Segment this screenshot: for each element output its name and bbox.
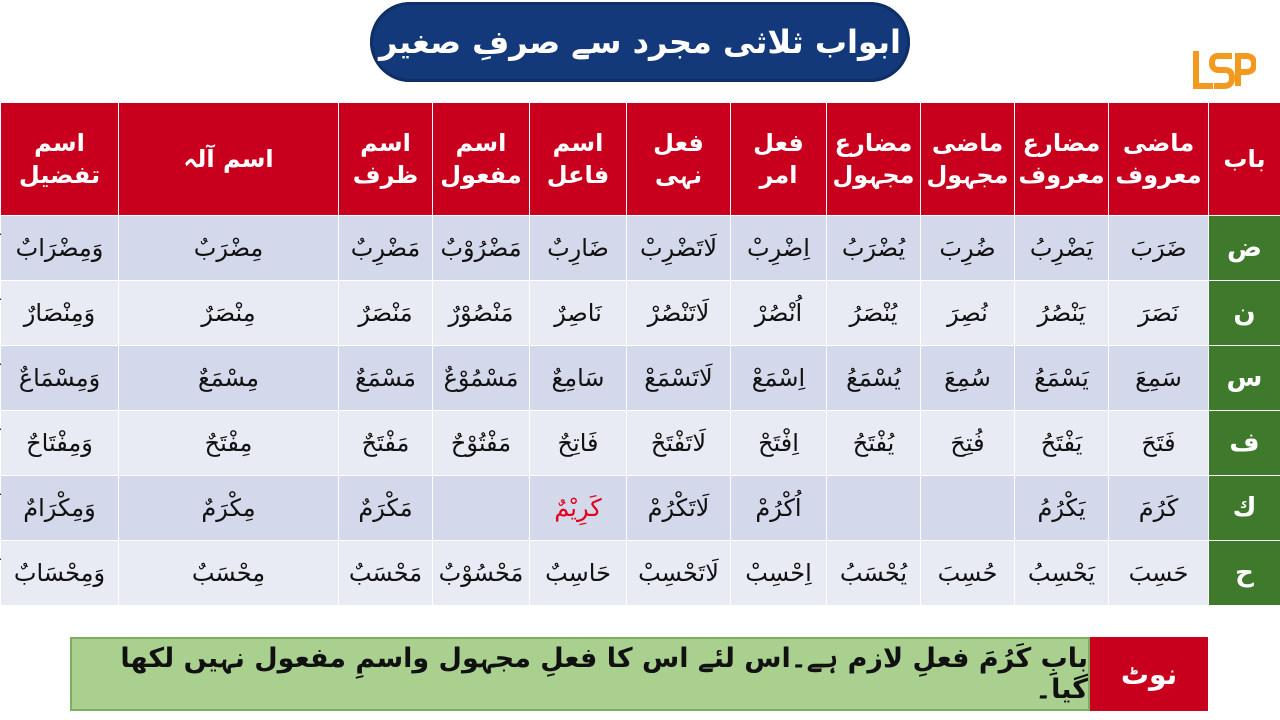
table-cell: يَضْرِبُ	[1015, 216, 1109, 281]
table-row	[1, 476, 1280, 541]
highlighted-cell: كَرِيْمٌ	[530, 476, 627, 541]
table-cell: وَمِفْتَاحٌ	[1, 411, 119, 476]
table-cell: مَحْسَبٌ	[339, 541, 433, 606]
table-cell: لَاتَسْمَعْ	[627, 346, 731, 411]
bab-cell: ن	[1209, 281, 1280, 346]
table-cell: مَفْتُوْحٌ	[433, 411, 530, 476]
table-cell: حَسِبَ	[1109, 541, 1209, 606]
header-madi-maroof: ماضی معروف	[1109, 103, 1209, 216]
bab-cell: ك	[1209, 476, 1280, 541]
table-cell: مَسْمَعٌ	[339, 346, 433, 411]
header-mudari-maroof: مضارع معروف	[1015, 103, 1109, 216]
table-cell: حَاسِبٌ	[530, 541, 627, 606]
table-cell: مَحْسُوْبٌ	[433, 541, 530, 606]
table-cell: يَفْتَحُ	[1015, 411, 1109, 476]
table-cell: اِحْسِبْ	[731, 541, 827, 606]
bab-cell: س	[1209, 346, 1280, 411]
table-cell: ضُرِبَ	[921, 216, 1015, 281]
table-cell: يُحْسَبُ	[827, 541, 921, 606]
bab-cell: ح	[1209, 541, 1280, 606]
table-cell: مِسْمَعٌ	[119, 346, 339, 411]
table-cell: نَصَرَ	[1109, 281, 1209, 346]
table-cell: يُضْرَبُ	[827, 216, 921, 281]
note-text: بابِ کَرُمَ فعلِ لازم ہے۔اس لئے اس کا فعلِ مجہول واسمِ مفعول نہیں لکھا گیا۔	[70, 637, 1090, 711]
table-cell: اُنْصُرْ	[731, 281, 827, 346]
header-mudari-majhool: مضارع مجہول	[827, 103, 921, 216]
table-row	[1, 346, 1280, 411]
table-cell: مِحْسَبٌ	[119, 541, 339, 606]
table-row	[1, 541, 1280, 606]
table-cell: يُفْتَحُ	[827, 411, 921, 476]
table-cell	[827, 476, 921, 541]
table-cell: مَنْصُوْرٌ	[433, 281, 530, 346]
sarf-table	[0, 102, 1280, 606]
table-cell	[921, 476, 1015, 541]
table-cell: وَمِكْرَامٌ	[1, 476, 119, 541]
table-cell: يُنْصَرُ	[827, 281, 921, 346]
header-ism-fail: اسم فاعل	[530, 103, 627, 216]
table-cell: ضَرَبَ	[1109, 216, 1209, 281]
table-cell: مِضْرَبٌ	[119, 216, 339, 281]
table-cell: مِنْصَرٌ	[119, 281, 339, 346]
table-cell: نَاصِرٌ	[530, 281, 627, 346]
table-cell: وَمِنْصَارٌ	[1, 281, 119, 346]
table-cell: اِسْمَعْ	[731, 346, 827, 411]
note-box	[70, 637, 1208, 711]
table-cell: مَسْمُوْعٌ	[433, 346, 530, 411]
header-bab: باب	[1209, 103, 1280, 216]
lsp-logo-icon	[1192, 48, 1256, 92]
table-cell: يُسْمَعُ	[827, 346, 921, 411]
table-cell: فُتِحَ	[921, 411, 1015, 476]
table-cell: يَنْصُرُ	[1015, 281, 1109, 346]
header-madi-majhool: ماضی مجہول	[921, 103, 1015, 216]
table-cell: مَفْتَحٌ	[339, 411, 433, 476]
table-cell: نُصِرَ	[921, 281, 1015, 346]
table-cell: لَاتَفْتَحْ	[627, 411, 731, 476]
table-cell: وَمِضْرَابٌ	[1, 216, 119, 281]
header-ism-aala: اسم آلہ	[119, 103, 339, 216]
table-cell: اُكْرُمْ	[731, 476, 827, 541]
table-cell: لَاتَنْصُرْ	[627, 281, 731, 346]
table-cell: مَنْصَرٌ	[339, 281, 433, 346]
table-cell: سُمِعَ	[921, 346, 1015, 411]
bab-cell: ض	[1209, 216, 1280, 281]
table-cell: سَمِعَ	[1109, 346, 1209, 411]
table-cell: مَكْرَمٌ	[339, 476, 433, 541]
header-ism-maful: اسم مفعول	[433, 103, 530, 216]
header-nahi: فعل نہی	[627, 103, 731, 216]
table-cell	[433, 476, 530, 541]
table-row	[1, 411, 1280, 476]
table-cell: لَاتَحْسِبْ	[627, 541, 731, 606]
table-cell: لَاتَكْرُمْ	[627, 476, 731, 541]
page-title: ابواب ثلاثی مجرد سے صرفِ صغیر	[370, 2, 910, 82]
table-cell: يَحْسِبُ	[1015, 541, 1109, 606]
table-cell: مَضْرُوْبٌ	[433, 216, 530, 281]
table-cell: وَمِحْسَابٌ	[1, 541, 119, 606]
table-cell: فَاتِحٌ	[530, 411, 627, 476]
table-cell: فَتَحَ	[1109, 411, 1209, 476]
table-cell: سَامِعٌ	[530, 346, 627, 411]
table-cell: يَكْرُمُ	[1015, 476, 1109, 541]
header-row	[1, 103, 1280, 216]
table-cell: لَاتَضْرِبْ	[627, 216, 731, 281]
table-cell: ضَارِبٌ	[530, 216, 627, 281]
table-cell: مَضْرِبٌ	[339, 216, 433, 281]
table-cell: كَرُمَ	[1109, 476, 1209, 541]
note-label: نوٹ	[1090, 637, 1208, 711]
header-ism-zarf: اسم ظرف	[339, 103, 433, 216]
table-cell: حُسِبَ	[921, 541, 1015, 606]
header-ism-tafdeel: اسم تفضیل	[1, 103, 119, 216]
table-cell: مِكْرَمٌ	[119, 476, 339, 541]
bab-cell: ف	[1209, 411, 1280, 476]
table-cell: مِفْتَحٌ	[119, 411, 339, 476]
table-cell: اِفْتَحْ	[731, 411, 827, 476]
table-row	[1, 216, 1280, 281]
header-amr: فعل امر	[731, 103, 827, 216]
table-cell: اِضْرِبْ	[731, 216, 827, 281]
table-row	[1, 281, 1280, 346]
table-cell: وَمِسْمَاعٌ	[1, 346, 119, 411]
table-cell: يَسْمَعُ	[1015, 346, 1109, 411]
